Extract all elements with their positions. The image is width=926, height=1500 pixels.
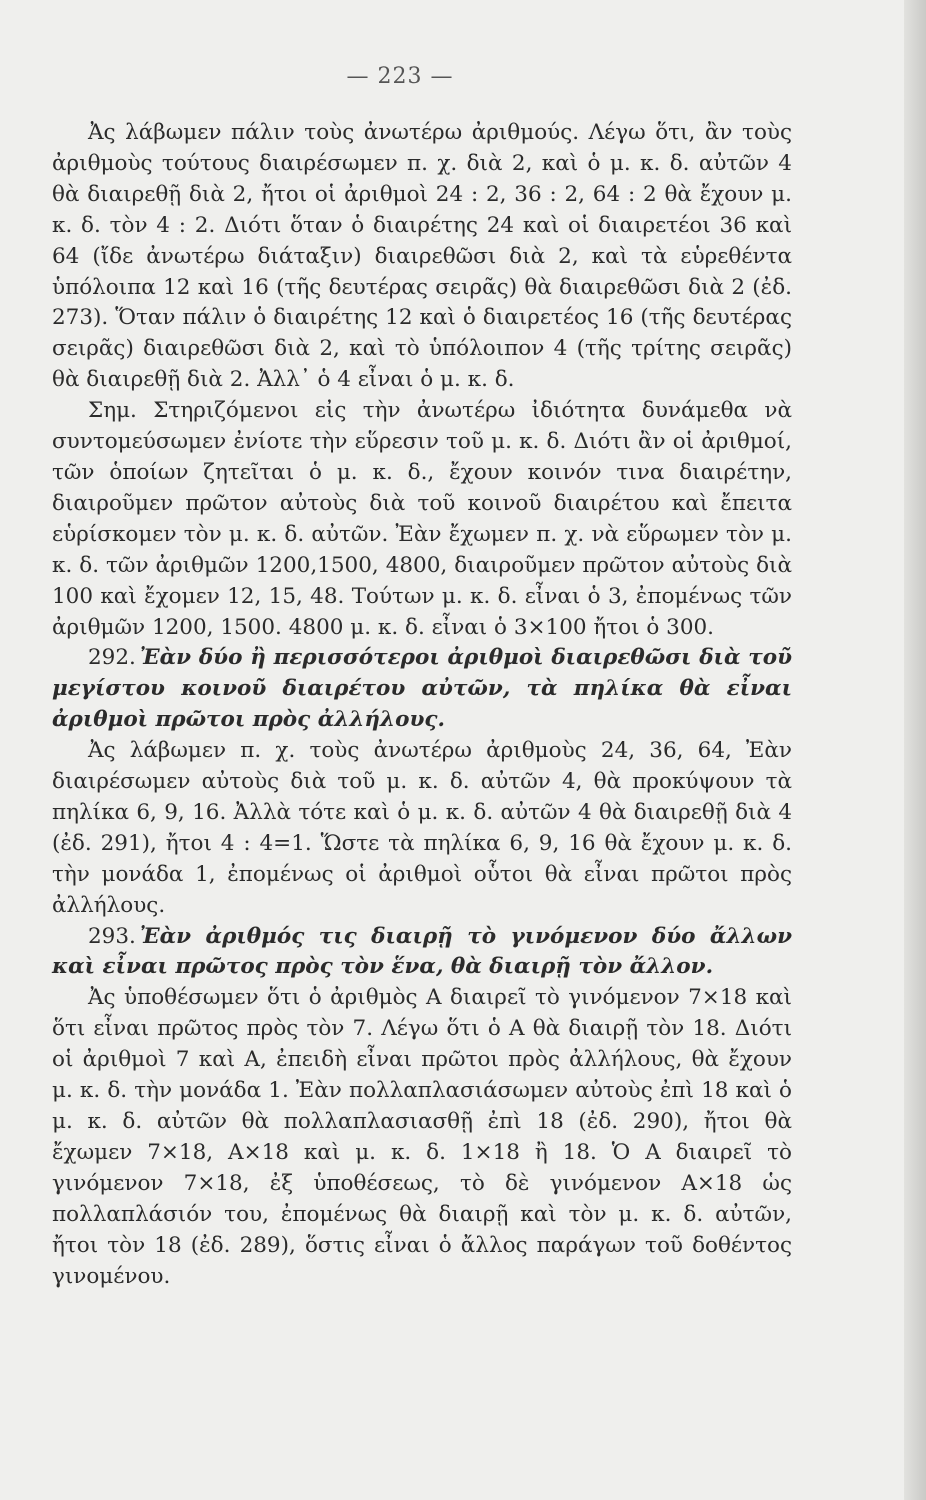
page-number: — 223 — xyxy=(346,64,454,89)
section-number: 293. xyxy=(88,923,136,949)
section-title: Ἐὰν δύο ἢ περισσότεροι ἀριθμοὶ διαιρεθῶσι διὰ τοῦ μεγίστου κοινοῦ διαιρέτου αὐτῶν, τὰ πηλίκα θὰ εἶναι ἀριθμοὶ πρῶτοι πρὸς ἀλλήλους. xyxy=(52,645,792,733)
section-293-heading xyxy=(52,922,792,984)
paragraph: Ἀς λάβωμεν π. χ. τοὺς ἀνωτέρω ἀριθμοὺς 24, 36, 64, Ἐὰν διαιρέσωμεν αὐτοὺς διὰ τοῦ μ. κ. δ. αὐτῶν 4, θὰ προκύψουν τὰ πηλίκα 6, 9, 16. Ἀλλὰ τότε καὶ ὁ μ. κ. δ. αὐτῶν 4 θὰ διαιρεθῇ διὰ 4 (ἐδ. 291), ἤτοι 4 : 4=1. Ὥστε τὰ πηλίκα 6, 9, 16 θὰ ἔχουν μ. κ. δ. τὴν μονάδα 1, ἐπομένως οἱ ἀριθμοὶ οὗτοι θὰ εἶναι πρῶτοι πρὸς ἀλλήλους. xyxy=(52,738,792,918)
page-body xyxy=(52,118,792,1292)
section-292-heading xyxy=(52,643,792,736)
page-edge-shadow xyxy=(904,0,926,1500)
paragraph: Ἀς ὑποθέσωμεν ὅτι ὁ ἀριθμὸς Α διαιρεῖ τὸ γινόμενον 7×18 καὶ ὅτι εἶναι πρῶτος πρὸς τὸν 7. Λέγω ὅτι ὁ Α θὰ διαιρῇ τὸν 18. Διότι οἱ ἀριθμοὶ 7 καὶ Α, ἐπειδὴ εἶναι πρῶτοι πρὸς ἀλλήλους, θὰ ἔχουν μ. κ. δ. τὴν μονάδα 1. Ἐὰν πολλαπλασιάσωμεν αὐτοὺς ἐπὶ 18 καὶ ὁ μ. κ. δ. αὐτῶν θὰ πολλαπλασιασθῇ ἐπὶ 18 (ἐδ. 290), ἤτοι θὰ ἔχωμεν 7×18, Α×18 καὶ μ. κ. δ. 1×18 ἢ 18. Ὁ Α διαιρεῖ τὸ γινόμενον 7×18, ἐξ ὑποθέσεως, τὸ δὲ γινόμενον Α×18 ὡς πολλαπλάσιόν του, ἐπομένως θὰ διαιρῇ καὶ τὸν μ. κ. δ. αὐτῶν, ἤτοι τὸν 18 (ἐδ. 289), ὅστις εἶναι ὁ ἄλλος παράγων τοῦ δοθέντος γινομένου. xyxy=(52,985,792,1289)
section-number: 292. xyxy=(88,645,136,671)
note-paragraph: Σημ. Στηριζόμενοι εἰς τὴν ἀνωτέρω ἰδιότητα δυνάμεθα νὰ συντομεύσωμεν ἐνίοτε τὴν εὕρεσιν τοῦ μ. κ. δ. Διότι ἂν οἱ ἀριθμοί, τῶν ὁποίων ζητεῖται ὁ μ. κ. δ., ἔχουν κοινόν τινα διαιρέτην, διαιροῦμεν πρῶτον αὐτοὺς διὰ τοῦ κοινοῦ διαιρέτου καὶ ἔπειτα εὑρίσκομεν τὸν μ. κ. δ. αὐτῶν. Ἐὰν ἔχωμεν π. χ. νὰ εὕρωμεν τὸν μ. κ. δ. τῶν ἀριθμῶν 1200,1500, 4800, διαιροῦμεν πρῶτον αὐτοὺς διὰ 100 καὶ ἔχομεν 12, 15, 48. Τούτων μ. κ. δ. εἶναι ὁ 3, ἐπομένως τῶν ἀριθμῶν 1200, 1500. 4800 μ. κ. δ. εἶναι ὁ 3×100 ἤτοι ὁ 300. xyxy=(52,398,792,640)
section-title: Ἐὰν ἀριθμός τις διαιρῇ τὸ γινόμενον δύο ἄλλων καὶ εἶναι πρῶτος πρὸς τὸν ἕνα, θὰ διαιρῇ τὸν ἄλλον. xyxy=(52,923,792,980)
paragraph: Ἀς λάβωμεν πάλιν τοὺς ἀνωτέρω ἀριθμούς. Λέγω ὅτι, ἂν τοὺς ἀριθμοὺς τούτους διαιρέσωμεν π. χ. διὰ 2, καὶ ὁ μ. κ. δ. αὐτῶν 4 θὰ διαιρεθῇ διὰ 2, ἤτοι οἱ ἀριθμοὶ 24 : 2, 36 : 2, 64 : 2 θὰ ἔχουν μ. κ. δ. τὸν 4 : 2. Διότι ὅταν ὁ διαιρέτης 24 καὶ οἱ διαιρετέοι 36 καὶ 64 (ἴδε ἀνωτέρω διάταξιν) διαιρεθῶσι διὰ 2, καὶ τὰ εὑρεθέντα ὑπόλοιπα 12 καὶ 16 (τῆς δευτέρας σειρᾶς) θὰ διαιρεθῶσι διὰ 2 (ἐδ. 273). Ὅταν πάλιν ὁ διαιρέτης 12 καὶ ὁ διαιρετέος 16 (τῆς δευτέρας σειρᾶς) διαιρεθῶσι διὰ 2, καὶ τὸ ὑπόλοιπον 4 (τῆς τρίτης σειρᾶς) θὰ διαιρεθῇ διὰ 2. Ἀλλ᾽ ὁ 4 εἶναι ὁ μ. κ. δ. xyxy=(52,120,792,393)
